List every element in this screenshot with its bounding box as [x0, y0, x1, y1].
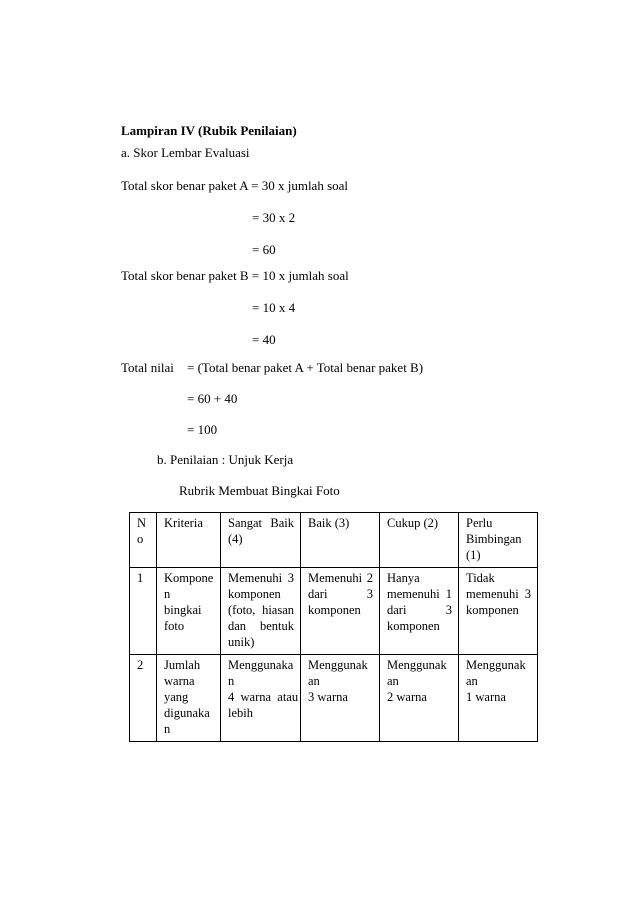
- row2-perlu: [459, 655, 538, 742]
- row1-sb-w5: hiasan: [262, 603, 294, 617]
- row1-b-line1: [308, 570, 373, 586]
- row1-p-line3: komponen: [466, 603, 519, 617]
- table-header-row: [130, 513, 538, 568]
- row2-cukup: [380, 655, 459, 742]
- row1-baik: [301, 568, 380, 655]
- row1-c-w5: 3: [445, 603, 452, 617]
- row1-sb-w4: (foto,: [228, 603, 256, 617]
- paket-a-step2: = 60: [252, 242, 276, 257]
- row1-c-line1: Hanya: [387, 571, 420, 585]
- header-perlu-line3: (1): [466, 548, 481, 562]
- row1-b-w4: 3: [366, 587, 373, 601]
- row1-b-line2: [308, 586, 373, 602]
- row1-b-line3: komponen: [308, 603, 361, 617]
- row1-c-line2: [387, 586, 452, 602]
- total-nilai-step1: = 60 + 40: [187, 391, 238, 406]
- section-a-title: a. Skor Lembar Evaluasi: [121, 145, 250, 160]
- row1-p-w3: 3: [524, 587, 531, 601]
- row1-sb-w6: dan: [228, 619, 247, 633]
- header-sangat-baik-line1: [228, 515, 294, 531]
- row2-kriteria-line3: yang: [164, 690, 189, 704]
- row1-p-line2: [466, 586, 531, 602]
- header-baik-word: Baik: [270, 516, 294, 530]
- header-sangat-baik: [221, 513, 301, 568]
- row1-no: [130, 568, 157, 655]
- row2-sb-line2: 4 warna atau: [228, 690, 299, 704]
- row1-p-line1: Tidak: [466, 571, 495, 585]
- row1-kriteria-line3: foto: [164, 619, 185, 633]
- header-kriteria: [157, 513, 221, 568]
- row2-sangat-baik: [221, 655, 301, 742]
- paket-b-formula: Total skor benar paket B = 10 x jumlah soal: [121, 268, 349, 283]
- row1-b-w2: 2: [366, 571, 373, 585]
- row1-c-w3: 1: [445, 587, 452, 601]
- paket-a-step1: = 30 x 2: [252, 210, 296, 225]
- row1-sb-w7: bentuk: [259, 619, 294, 633]
- row1-kriteria: [157, 568, 221, 655]
- paket-b-step2: = 40: [252, 332, 276, 347]
- header-baik: [301, 513, 380, 568]
- row2-c-line1: Menggunakan: [387, 658, 447, 688]
- header-sangat-baik-score: (4): [228, 532, 243, 546]
- row2-no: [130, 655, 157, 742]
- row1-sb-line3: [228, 602, 294, 618]
- row1-sangat-baik: [221, 568, 301, 655]
- total-nilai-label: Total nilai: [121, 360, 174, 375]
- header-cukup-text: Cukup (2): [387, 516, 439, 530]
- row1-sb-w2: 3: [287, 571, 294, 585]
- row1-c-line4: komponen: [387, 619, 440, 633]
- header-perlu-line1: Perlu: [466, 516, 493, 530]
- rubric-title: Rubrik Membuat Bingkai Foto: [179, 483, 340, 498]
- row2-p-line2: 1 warna: [466, 690, 506, 704]
- row2-kriteria-line1: Jumlah: [164, 658, 201, 672]
- row2-no-text: 2: [137, 658, 144, 672]
- header-no: [130, 513, 157, 568]
- paket-b-step1: = 10 x 4: [252, 300, 296, 315]
- row2-sb-line3: lebih: [228, 706, 253, 720]
- rubric-table: [129, 512, 538, 742]
- row1-kriteria-line2: bingkai: [164, 603, 202, 617]
- row1-no-text: 1: [137, 571, 144, 585]
- row1-b-w3: dari: [308, 587, 328, 601]
- header-baik-text: Baik (3): [308, 516, 350, 530]
- row2-kriteria-line4: digunakan: [164, 706, 210, 736]
- row2-baik: [301, 655, 380, 742]
- header-cukup: [380, 513, 459, 568]
- row1-sb-line2: komponen: [228, 587, 281, 601]
- row1-b-w1: Memenuhi: [308, 571, 363, 585]
- row1-p-w2: memenuhi: [466, 587, 519, 601]
- row2-b-line2: 3 warna: [308, 690, 348, 704]
- paket-a-formula: Total skor benar paket A = 30 x jumlah soal: [121, 178, 349, 193]
- row1-cukup: [380, 568, 459, 655]
- row2-c-line2: 2 warna: [387, 690, 427, 704]
- table-row: [130, 655, 538, 742]
- section-b-title: b. Penilaian : Unjuk Kerja: [157, 452, 294, 467]
- total-nilai-step2: = 100: [187, 422, 218, 437]
- page-heading: Lampiran IV (Rubik Penilaian): [121, 123, 297, 138]
- row2-b-line1: Menggunakan: [308, 658, 368, 688]
- header-kriteria-text: Kriteria: [164, 516, 203, 530]
- row1-sb-line1: [228, 570, 294, 586]
- header-perlu-bimbingan: [459, 513, 538, 568]
- row1-c-w4: dari: [387, 603, 407, 617]
- row2-sb-line1: Menggunakan: [228, 658, 294, 688]
- row1-sb-w1: Memenuhi: [228, 571, 283, 585]
- row1-sb-line4: [228, 618, 294, 634]
- header-perlu-line2: Bimbingan: [466, 532, 522, 546]
- total-nilai-formula: = (Total benar paket A + Total benar paket B): [187, 360, 424, 375]
- row2-p-line1: Menggunakan: [466, 658, 526, 688]
- row1-kriteria-line1: Komponen: [164, 571, 214, 601]
- header-no-text: No: [137, 516, 147, 546]
- row1-c-line3: [387, 602, 452, 618]
- row1-sb-line5: unik): [228, 635, 255, 649]
- header-sangat-word: Sangat: [228, 516, 263, 530]
- row1-c-w2: memenuhi: [387, 587, 440, 601]
- row1-perlu: [459, 568, 538, 655]
- table-row: [130, 568, 538, 655]
- row2-kriteria: [157, 655, 221, 742]
- row2-kriteria-line2: warna: [164, 674, 195, 688]
